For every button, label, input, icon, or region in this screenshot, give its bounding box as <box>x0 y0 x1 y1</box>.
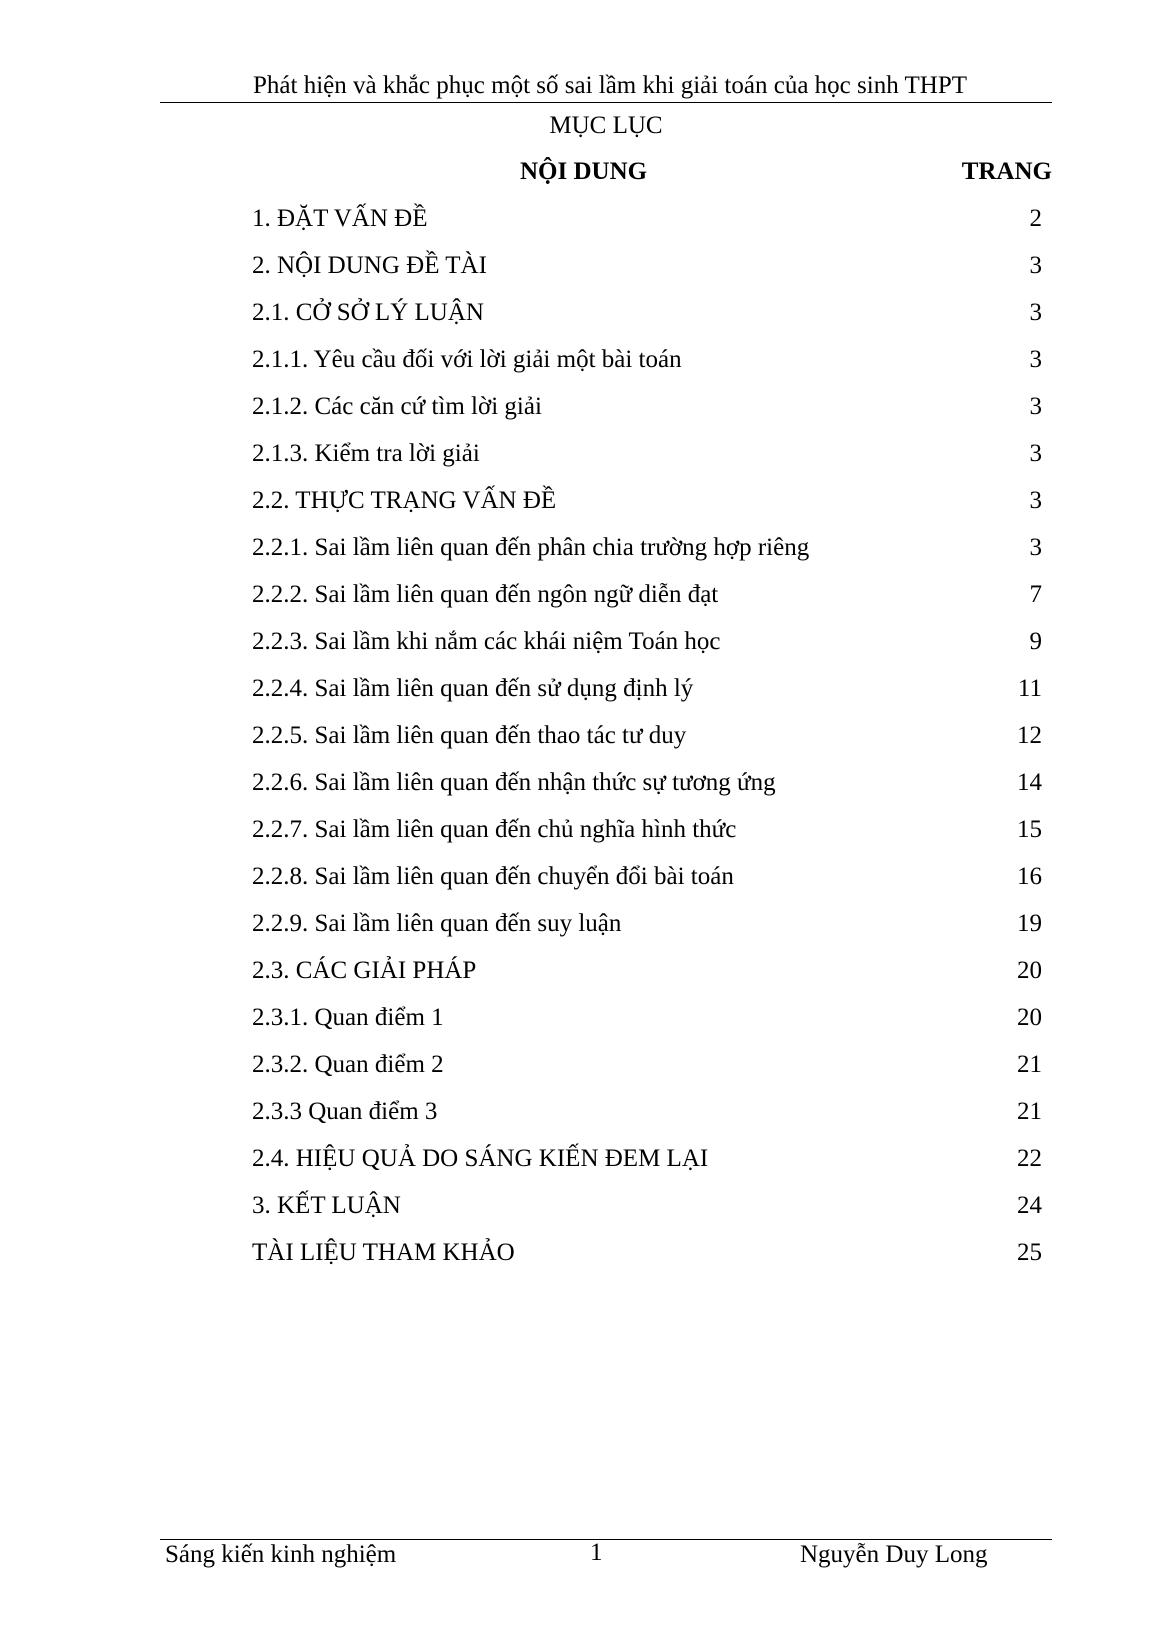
toc-entry-page: 25 <box>1017 1239 1042 1266</box>
toc-entry-label: 3. KẾT LUẬN <box>252 1192 401 1219</box>
toc-entry <box>252 344 1042 391</box>
toc-entry <box>252 1143 1042 1190</box>
toc-entry <box>252 767 1042 814</box>
footer-page-number: 1 <box>590 1539 603 1566</box>
toc-entry-page: 3 <box>1029 440 1042 467</box>
toc-entry-page: 7 <box>1029 581 1042 608</box>
toc-entry <box>252 626 1042 673</box>
toc-entry-page: 21 <box>1017 1051 1042 1078</box>
footer-document-type: Sáng kiến kinh nghiệm <box>165 1541 397 1568</box>
toc-entry <box>252 1237 1042 1284</box>
toc-list <box>252 203 1042 1284</box>
toc-entry-label: 2.1.1. Yêu cầu đối với lời giải một bài toán <box>252 346 682 373</box>
toc-column-header-content: NỘI DUNG <box>520 158 648 185</box>
toc-entry-label: 2.2. THỰC TRẠNG VẤN ĐỀ <box>252 487 557 514</box>
toc-entry <box>252 438 1042 485</box>
toc-entry-page: 3 <box>1029 393 1042 420</box>
toc-entry-label: 2.1. CỞ SỞ LÝ LUẬN <box>252 299 484 326</box>
toc-entry-label: TÀI LIỆU THAM KHẢO <box>252 1239 515 1266</box>
toc-entry-label: 2.2.1. Sai lầm liên quan đến phân chia trường hợp riêng <box>252 534 810 561</box>
toc-entry-page: 11 <box>1017 675 1042 702</box>
toc-entry-page: 2 <box>1029 205 1042 232</box>
toc-entry-label: 2.2.9. Sai lầm liên quan đến suy luận <box>252 910 622 937</box>
toc-entry-label: 2.3. CÁC GIẢI PHÁP <box>252 957 477 984</box>
header-divider <box>160 102 1052 103</box>
toc-entry-label: 2.2.7. Sai lầm liên quan đến chủ nghĩa hình thức <box>252 816 737 843</box>
toc-entry-page: 20 <box>1017 1004 1042 1031</box>
toc-entry-label: 2.3.2. Quan điểm 2 <box>252 1051 444 1078</box>
toc-entry <box>252 297 1042 344</box>
toc-entry-page: 15 <box>1017 816 1042 843</box>
toc-entry-page: 16 <box>1017 863 1042 890</box>
toc-entry <box>252 1096 1042 1143</box>
toc-entry-page: 19 <box>1017 910 1042 937</box>
toc-entry <box>252 720 1042 767</box>
toc-entry-page: 24 <box>1017 1192 1042 1219</box>
toc-entry-label: 2.2.8. Sai lầm liên quan đến chuyển đổi bài toán <box>252 863 734 890</box>
toc-entry-label: 2.2.5. Sai lầm liên quan đến thao tác tư duy <box>252 722 687 749</box>
toc-entry <box>252 579 1042 626</box>
toc-entry-page: 22 <box>1017 1145 1042 1172</box>
toc-entry-label: 2.2.3. Sai lầm khi nắm các khái niệm Toán học <box>252 628 721 655</box>
footer-author: Nguyễn Duy Long <box>800 1541 988 1568</box>
toc-entry <box>252 908 1042 955</box>
toc-entry-label: 2.2.2. Sai lầm liên quan đến ngôn ngữ diễn đạt <box>252 581 719 608</box>
toc-entry <box>252 673 1042 720</box>
toc-entry <box>252 203 1042 250</box>
toc-entry-label: 2.3.3 Quan điểm 3 <box>252 1098 438 1125</box>
toc-entry-label: 2. NỘI DUNG ĐỀ TÀI <box>252 252 487 279</box>
toc-entry-page: 12 <box>1017 722 1042 749</box>
toc-entry-page: 3 <box>1029 346 1042 373</box>
toc-entry-label: 2.2.4. Sai lầm liên quan đến sử dụng định lý <box>252 675 694 702</box>
toc-entry <box>252 250 1042 297</box>
toc-entry <box>252 861 1042 908</box>
toc-entry-page: 21 <box>1017 1098 1042 1125</box>
toc-entry-label: 2.3.1. Quan điểm 1 <box>252 1004 444 1031</box>
toc-entry-label: 2.2.6. Sai lầm liên quan đến nhận thức sự tương ứng <box>252 769 776 796</box>
toc-entry-page: 3 <box>1029 534 1042 561</box>
toc-entry-page: 9 <box>1029 628 1042 655</box>
toc-entry-label: 2.1.2. Các căn cứ tìm lời giải <box>252 393 542 420</box>
toc-entry-label: 2.4. HIỆU QUẢ DO SÁNG KIẾN ĐEM LẠI <box>252 1145 709 1172</box>
toc-column-header-page: TRANG <box>961 158 1052 185</box>
toc-entry-page: 3 <box>1029 252 1042 279</box>
toc-entry <box>252 1190 1042 1237</box>
toc-entry <box>252 391 1042 438</box>
toc-entry <box>252 1002 1042 1049</box>
toc-entry-label: 2.1.3. Kiểm tra lời giải <box>252 440 480 467</box>
toc-entry <box>252 814 1042 861</box>
toc-entry-page: 20 <box>1017 957 1042 984</box>
toc-entry <box>252 532 1042 579</box>
running-header-title: Phát hiện và khắc phục một số sai lầm khi giải toán của học sinh THPT <box>253 72 967 99</box>
toc-entry <box>252 955 1042 1002</box>
toc-entry-label: 1. ĐẶT VẤN ĐỀ <box>252 205 428 232</box>
toc-title: MỤC LỤC <box>549 112 663 139</box>
toc-entry <box>252 485 1042 532</box>
toc-entry-page: 14 <box>1017 769 1042 796</box>
toc-entry-page: 3 <box>1029 299 1042 326</box>
toc-entry <box>252 1049 1042 1096</box>
toc-entry-page: 3 <box>1029 487 1042 514</box>
